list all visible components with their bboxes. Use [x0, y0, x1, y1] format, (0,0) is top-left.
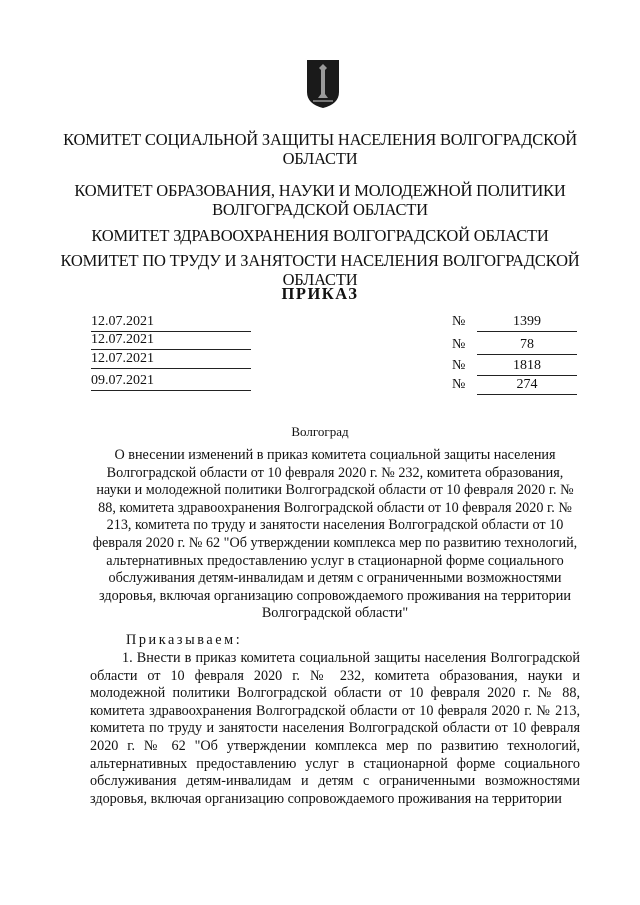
number-sign: № [452, 314, 466, 329]
order-subject: О внесении изменений в приказ комитета социальной защиты населения Волгоградской области от 10 февраля 2020 г. № 232, комитета образования, науки и молодежной политики Волгоградской области от 10 февраля 2020 г. № 88, комитета здравоохранения Волгоградской области от 10 февраля 2020 г. № 213, комитета по труду и занятости населения Волгоградской области от 10 февраля 2020 г. № 62 "Об утверждении комплекса мер по развитию технологий, альтернативных предоставлению услуг в стационарной форме социального обслуживания детям-инвалидам и детям с ограниченными возможностями здоровья, включая организацию сопровождаемого проживания на территории Волгоградской области" [92, 447, 578, 622]
registration-date: 12.07.2021 [91, 350, 251, 369]
coat-of-arms-icon [305, 58, 341, 110]
committee-heading-social-protection: КОМИТЕТ СОЦИАЛЬНОЙ ЗАЩИТЫ НАСЕЛЕНИЯ ВОЛГОГРАДСКОЙ ОБЛАСТИ [63, 130, 577, 168]
city: Волгоград [291, 424, 349, 439]
registration-number: 1399 [477, 313, 577, 332]
registration-number: 274 [477, 376, 577, 395]
registration-row [0, 350, 640, 372]
directive-word: Приказываем: [126, 632, 243, 648]
registration-date: 09.07.2021 [91, 372, 251, 391]
committee-heading-labor: КОМИТЕТ ПО ТРУДУ И ЗАНЯТОСТИ НАСЕЛЕНИЯ ВОЛГОГРАДСКОЙ ОБЛАСТИ [60, 251, 580, 289]
committee-heading-healthcare: КОМИТЕТ ЗДРАВООХРАНЕНИЯ ВОЛГОГРАДСКОЙ ОБЛАСТИ [91, 226, 549, 245]
committee-heading-education: КОМИТЕТ ОБРАЗОВАНИЯ, НАУКИ И МОЛОДЕЖНОЙ ПОЛИТИКИ ВОЛГОГРАДСКОЙ ОБЛАСТИ [74, 181, 566, 219]
registration-number: 1818 [477, 357, 577, 376]
registration-number: 78 [477, 336, 577, 355]
registration-date: 12.07.2021 [91, 331, 251, 350]
registration-row [0, 372, 640, 394]
number-sign: № [452, 358, 466, 373]
number-sign: № [452, 337, 466, 352]
order-title: ПРИКАЗ [281, 284, 359, 303]
registration-date: 12.07.2021 [91, 313, 251, 332]
order-body-paragraph: 1. Внести в приказ комитета социальной защиты населения Волгоградской области от 10 февраля 2020 г. № 232, комитета образования, науки и молодежной политики Волгоградской области от 10 февраля 2020 г. № 88, комитета здравоохранения Волгоградской области от 10 февраля 2020 г. № 213, комитета по труду и занятости населения Волгоградской области от 10 февраля 2020 г. № 62 "Об утверждении комплекса мер по развитию технологий, альтернативных предоставлению услуг в стационарной форме социального обслуживания детям-инвалидам и детям с ограниченными возможностями здоровья, включая организацию сопровождаемого проживания на территории [90, 650, 580, 807]
number-sign: № [452, 377, 466, 392]
